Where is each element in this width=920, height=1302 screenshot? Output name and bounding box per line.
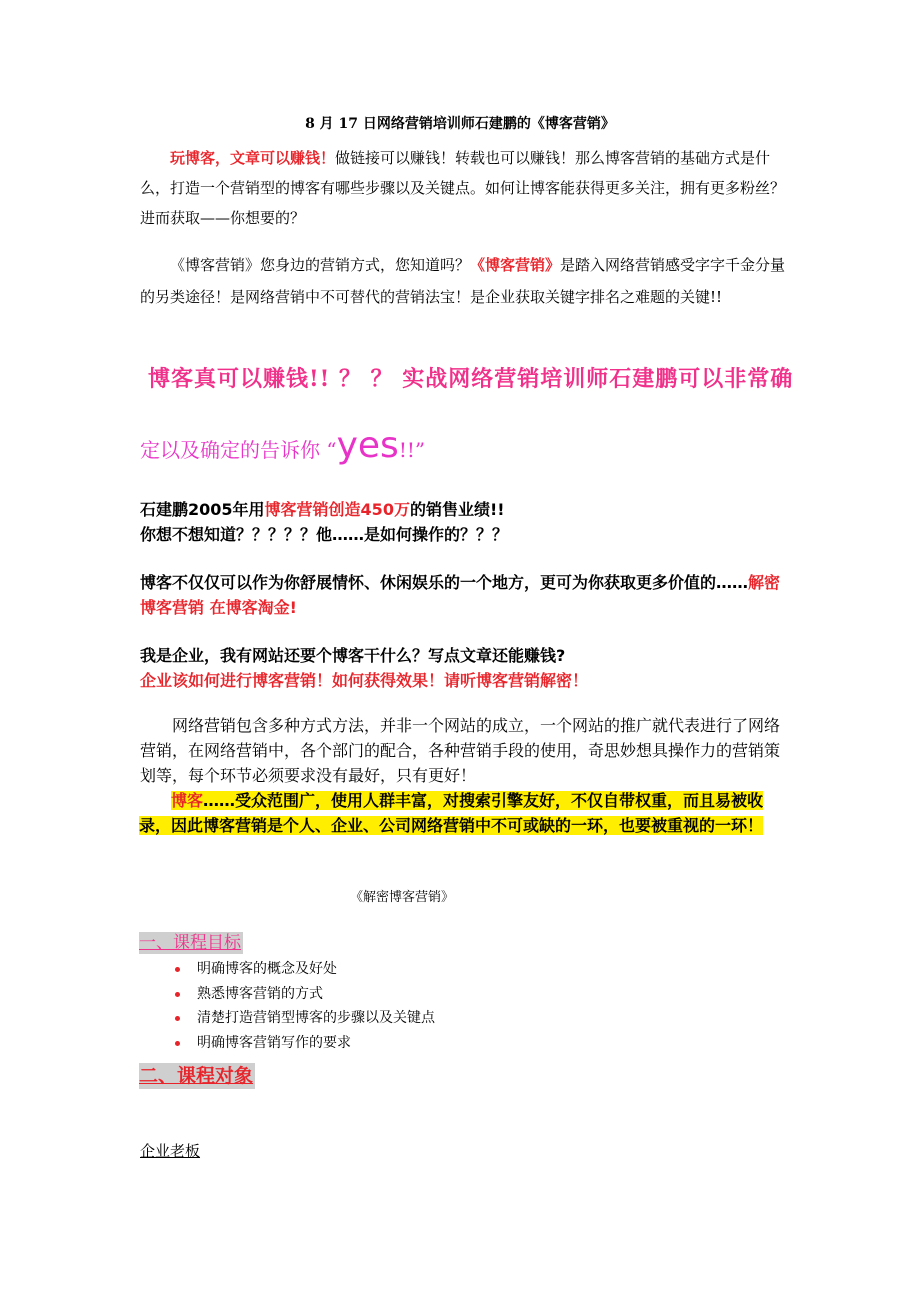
list-item [175,1006,435,1031]
document-title: 8 月 17 日网络营销培训师石建鹏的《博客营销》 [305,116,615,132]
goal-text: 明确博客的概念及好处 [197,961,337,977]
list-item [175,1031,435,1056]
intro-rest: 做链接可以赚钱！转载也可以赚钱！那么博客营销的基础方式是什么，打造一个营销型的博客有哪些步骤以及关键点。如何让博客能获得更多关注，拥有更多粉丝？进而获取——你想要的？ [140,149,786,227]
bullet-icon [175,967,180,972]
para2-c: 是踏入网络营销感受字字千金分量的另类途径！是网络营销中不可替代的营销法宝！是企业获取关键字排名之难题的关键!! [140,256,786,306]
bullet-icon [175,1041,180,1046]
audience-item: 企业老板 [140,1142,201,1160]
intro-paragraph [140,143,790,233]
goal-text: 明确博客营销写作的要求 [197,1034,351,1051]
course-subtitle: 《解密博客营销》 [350,890,455,905]
bullet-icon [175,1016,180,1021]
headline2-end: !!” [398,438,426,462]
para2-a: 《博客营销》您身边的营销方式，您知道吗？ [170,256,471,274]
list-item [175,982,435,1007]
headline-line-2 [140,425,800,466]
headline-line-1: 博客真可以赚钱!! ？ ？ 实战网络营销培训师石建鹏可以非常确 [148,366,794,392]
value-a: 博客不仅仅可以作为你舒展情怀、休闲娱乐的一个地方，更可为你获取更多价值的…… [140,573,749,592]
bullet-icon [175,992,180,997]
goal-text: 熟悉博客营销的方式 [197,985,323,1002]
sales-c: 的销售业绩!! [409,500,505,519]
second-paragraph [140,249,790,313]
enterprise-answer: 企业该如何进行博客营销！如何获得效果！请听博客营销解密！ [140,671,589,690]
intro-lead: 玩博客，文章可以赚钱！ [170,149,336,167]
question-line: 你想不想知道？？？？？他……是如何操作的？？？ [140,525,509,544]
section-sales-record [140,497,790,547]
section-enterprise [140,643,790,693]
goal-text: 清楚打造营销型博客的步骤以及关键点 [197,1010,435,1026]
list-item [175,957,435,982]
headline2-yes: yes [336,425,399,466]
enterprise-question: 我是企业，我有网站还要个博客干什么？写点文章还能赚钱? [140,646,566,665]
headline2-text: 定以及确定的告诉你 “ [140,438,337,462]
highlight-a: 博客 [171,791,204,810]
heading-course-audience: 二、课程对象 [139,1065,254,1087]
value-b: 解密博客营销 在博客淘金! [140,573,781,617]
highlighted-paragraph [139,788,785,838]
sales-a: 石建鹏2005年用 [140,500,265,519]
sales-line [140,497,790,522]
heading-course-goals: 一、课程目标 [139,933,241,953]
section-blog-value [140,570,790,620]
highlight-b: ……受众范围广，使用人群丰富，对搜索引擎友好，不仅自带权重，而且易被收录，因此博客营销是个人、企业、公司网络营销中不可或缺的一环，也要被重视的一环！ [139,791,764,835]
sales-b: 博客营销创造450万 [264,500,410,519]
goals-list [175,957,435,1055]
para2-b: 《博客营销》 [470,256,561,274]
network-marketing-paragraph: 网络营销包含多种方式方法，并非一个网站的成立，一个网站的推广就代表进行了网络营销，在网络营销中，各个部门的配合，各种营销手段的使用，奇思妙想具操作力的营销策划等，每个环节必须要求没有最好，只有更好！ [140,716,781,785]
